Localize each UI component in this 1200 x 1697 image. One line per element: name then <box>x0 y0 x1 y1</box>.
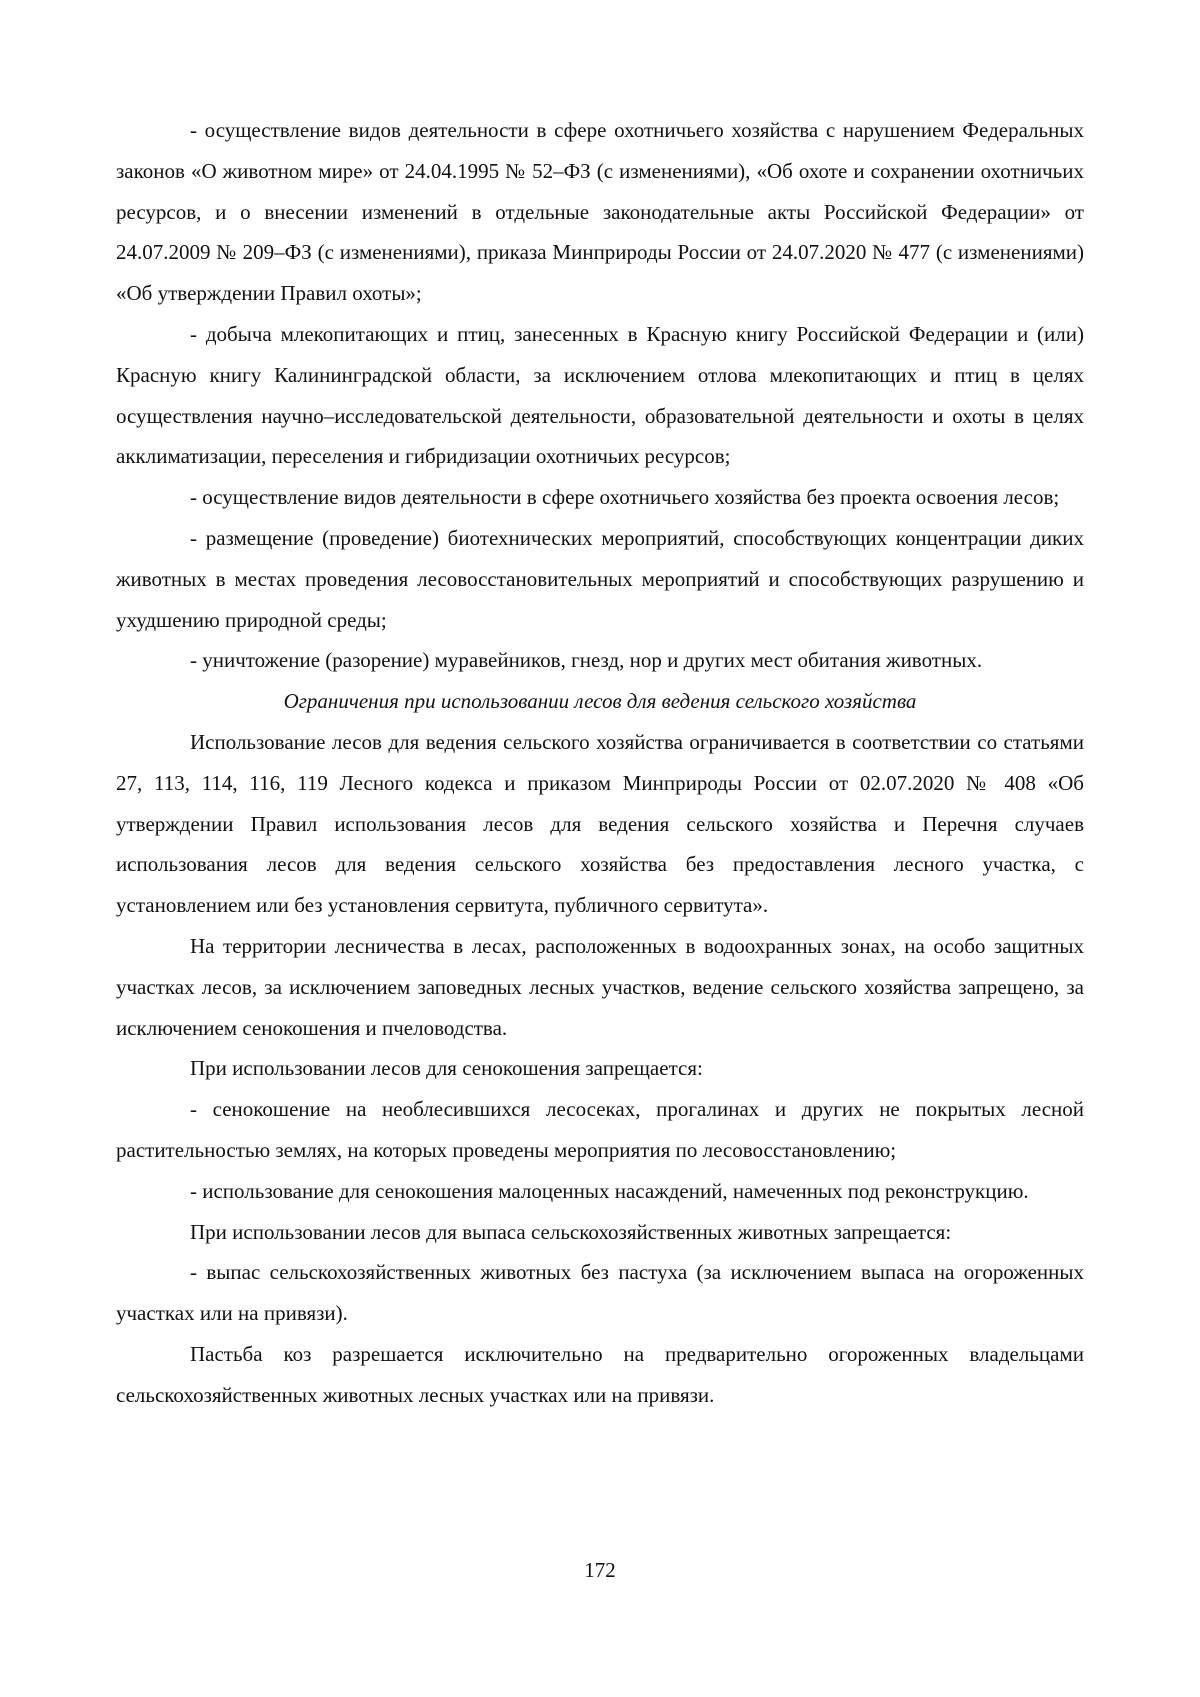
paragraph-habitat-destruction: - уничтожение (разорение) муравейников, гнезд, нор и других мест обитания животных. <box>190 648 983 673</box>
paragraph-haymaking-intro: При использовании лесов для сенокошения запрещается: <box>190 1056 703 1081</box>
paragraph-goat-grazing: Пастьба коз разрешается исключительно на предварительно огороженных владельцами сельскохозяйственных животных лесных участках или на привязи. <box>116 1341 1084 1407</box>
paragraph-grazing-intro: При использовании лесов для выпаса сельскохозяйственных животных запрещается: <box>190 1219 952 1244</box>
paragraph-haymaking-clearings: - сенокошение на необлесившихся лесосеках, прогалинах и других не покрытых лесной растительностью землях, на которых проведены мероприятия по лесовосстановлению; <box>116 1097 1084 1162</box>
paragraph-agriculture-rules: Использование лесов для ведения сельского хозяйства ограничивается в соответствии со статьями 27, 113, 114, 116, 119 Лесного кодекса и приказом Минприроды России от 02.07.2020 № 408 «Об утверждении Правил использования лесов для ведения сельского хозяйства и Перечня случаев использования лесов для ведения сельского хозяйства без предоставления лесного участка, с установлением или без установления сервитута, публичного сервитута». <box>116 729 1084 918</box>
page-number: 172 <box>584 1558 616 1582</box>
page-body <box>116 110 1084 1416</box>
paragraph-haymaking-low-value: - использование для сенокошения малоценных насаждений, намеченных под реконструкцию. <box>190 1178 1029 1203</box>
section-heading-agriculture: Ограничения при использовании лесов для ведения сельского хозяйства <box>283 689 917 714</box>
paragraph-biotechnical-measures: - размещение (проведение) биотехнических мероприятий, способствующих концентрации диких животных в местах проведения лесовосстановительных мероприятий и способствующих разрушению и ухудшению природной среды; <box>116 525 1084 632</box>
paragraph-grazing-shepherd: - выпас сельскохозяйственных животных без пастуха (за исключением выпаса на огороженных участках или на привязи). <box>116 1260 1084 1326</box>
paragraph-red-book: - добыча млекопитающих и птиц, занесенных в Красную книгу Российской Федерации и (или) Красную книгу Калининградской области, за исключением отлова млекопитающих и птиц в целях осуществления научно–исследовательской деятельности, образовательной деятельности и охоты в целях акклиматизации, переселения и гибридизации охотничьих ресурсов; <box>116 321 1084 469</box>
paragraph-water-protection-zones: На территории лесничества в лесах, расположенных в водоохранных зонах, на особо защитных участках лесов, за исключением заповедных лесных участков, ведение сельского хозяйства запрещено, за исключением сенокошения и пчеловодства. <box>116 933 1084 1040</box>
paragraph-no-forest-project: - осуществление видов деятельности в сфере охотничьего хозяйства без проекта освоения лесов; <box>190 485 1060 510</box>
paragraph-hunting-violations: - осуществление видов деятельности в сфере охотничьего хозяйства с нарушением Федеральных законов «О животном мире» от 24.04.1995 № 52–ФЗ (с изменениями), «Об охоте и сохранении охотничьих ресурсов, и о внесении изменений в отдельные законодательные акты Российской Федерации» от 24.07.2009 № 209–ФЗ (с изменениями), приказа Минприроды России от 24.07.2020 № 477 (с изменениями) «Об утверждении Правил охоты»; <box>116 118 1084 306</box>
